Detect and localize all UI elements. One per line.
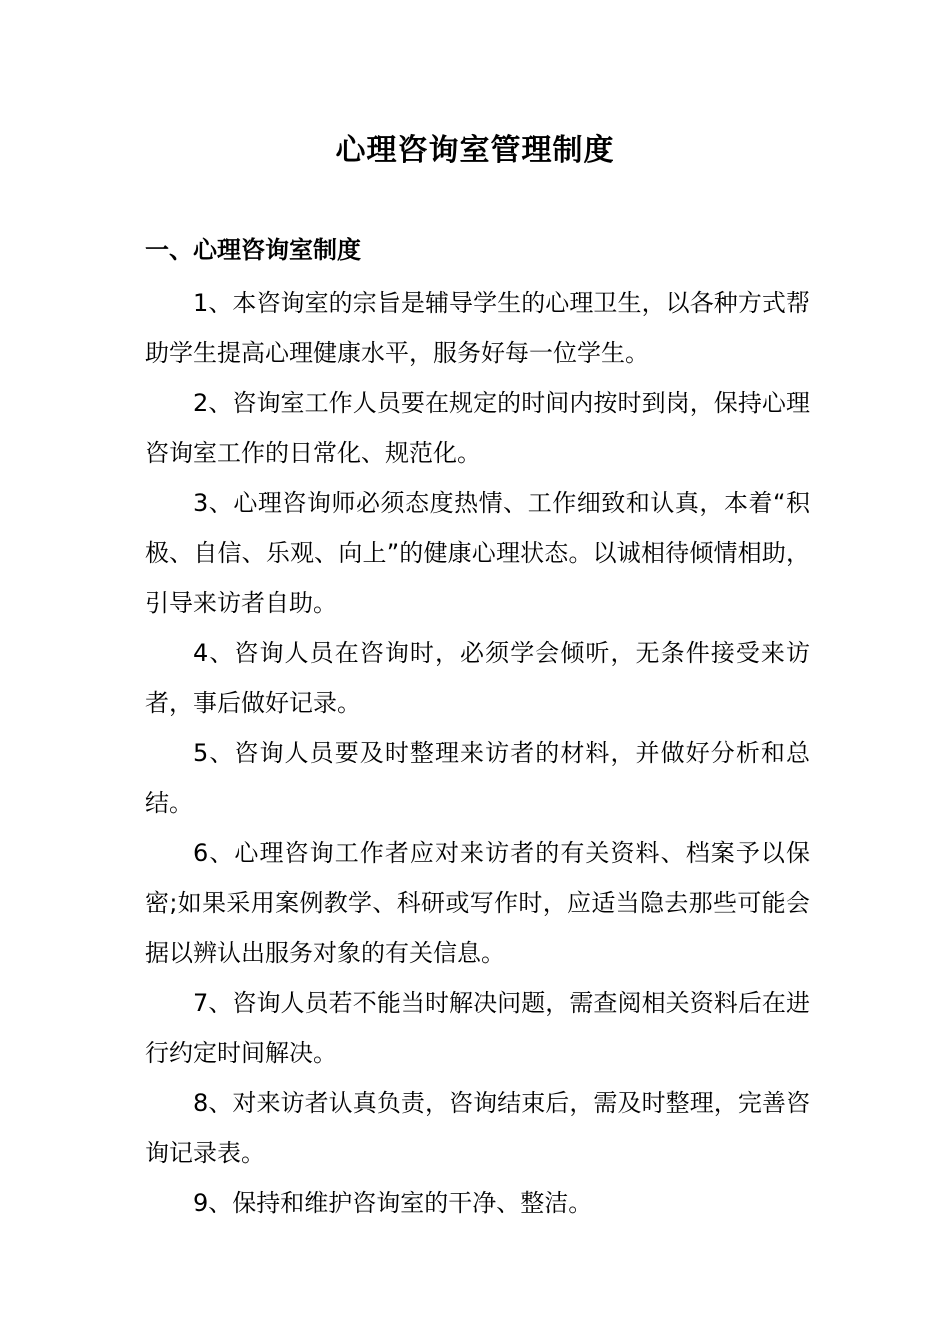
document-title: 心理咨询室管理制度 — [335, 133, 615, 168]
rule-paragraph-1: 1、本咨询室的宗旨是辅导学生的心理卫生，以各种方式帮助学生提高心理健康水平，服务好每一位学生。 — [145, 289, 810, 367]
section-heading: 一、心理咨询室制度 — [145, 236, 361, 264]
rule-paragraph-8: 8、对来访者认真负责，咨询结束后，需及时整理，完善咨询记录表。 — [145, 1089, 810, 1167]
rule-paragraph-9: 9、保持和维护咨询室的干净、整洁。 — [193, 1189, 593, 1217]
rule-paragraph-7: 7、咨询人员若不能当时解决问题，需查阅相关资料后在进行约定时间解决。 — [145, 989, 810, 1067]
rule-paragraph-2: 2、咨询室工作人员要在规定的时间内按时到岗，保持心理咨询室工作的日常化、规范化。 — [145, 389, 810, 467]
rule-paragraph-5: 5、咨询人员要及时整理来访者的材料，并做好分析和总结。 — [145, 739, 810, 817]
rule-paragraph-3: 3、心理咨询师必须态度热情、工作细致和认真，本着“积极、自信、乐观、向上”的健康心理状态。以诚相待倾情相助，引导来访者自助。 — [145, 489, 810, 617]
rule-paragraph-4: 4、咨询人员在咨询时，必须学会倾听，无条件接受来访者，事后做好记录。 — [145, 639, 810, 717]
section-body — [145, 278, 810, 1228]
rule-paragraph-6: 6、心理咨询工作者应对来访者的有关资料、档案予以保密;如果采用案例教学、科研或写作时，应适当隐去那些可能会据以辨认出服务对象的有关信息。 — [145, 839, 810, 967]
